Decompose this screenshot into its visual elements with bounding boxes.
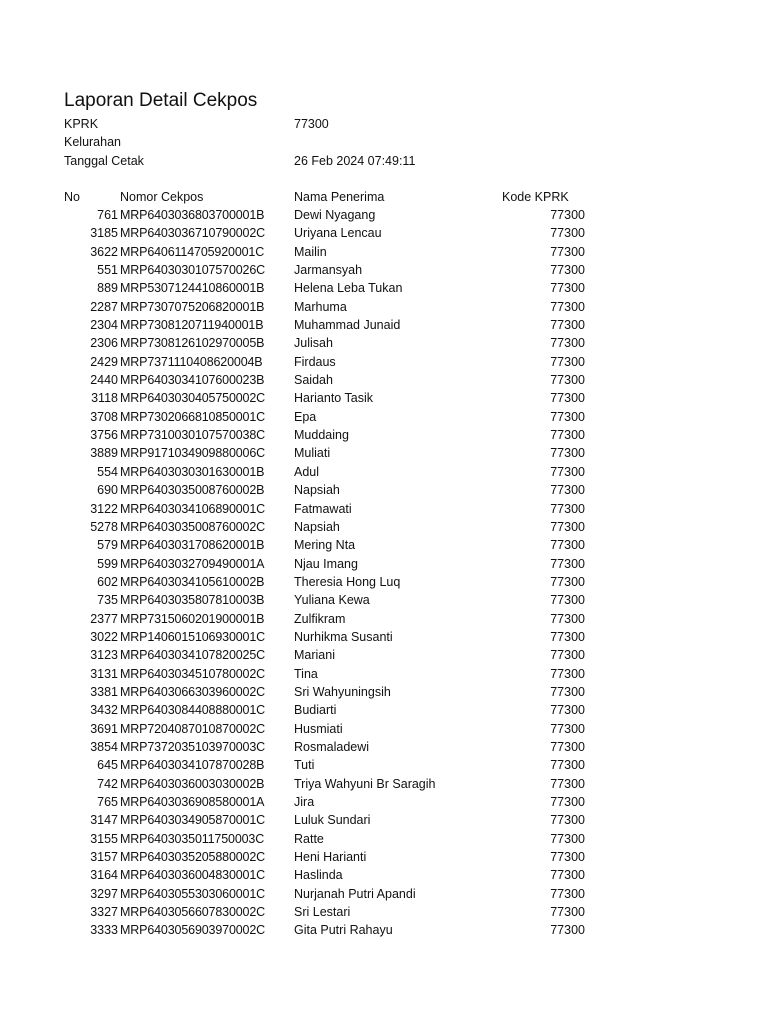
row-nomor-cekpos: MRP5307124410860001B bbox=[120, 281, 265, 296]
table-row bbox=[64, 573, 704, 591]
row-kode-kprk: 77300 bbox=[550, 629, 585, 644]
row-no: 551 bbox=[97, 263, 118, 278]
row-no: 2304 bbox=[90, 318, 118, 333]
row-kode-kprk: 77300 bbox=[550, 850, 585, 865]
table-row bbox=[64, 426, 704, 444]
row-kode-kprk: 77300 bbox=[550, 318, 585, 333]
row-kode-kprk: 77300 bbox=[550, 923, 585, 938]
row-no: 3708 bbox=[90, 409, 118, 424]
row-no: 554 bbox=[97, 464, 118, 479]
row-nomor-cekpos: MRP6403034107820025C bbox=[120, 648, 266, 663]
table-row bbox=[64, 591, 704, 609]
row-kode-kprk: 77300 bbox=[550, 739, 585, 754]
row-nomor-cekpos: MRP7308126102970005B bbox=[120, 336, 265, 351]
row-nama-penerima: Jira bbox=[294, 795, 315, 809]
row-kode-kprk: 77300 bbox=[550, 428, 585, 443]
row-nomor-cekpos: MRP7204087010870002C bbox=[120, 721, 266, 736]
row-kode-kprk: 77300 bbox=[550, 813, 585, 828]
row-nomor-cekpos: MRP9171034909880006C bbox=[120, 446, 266, 461]
row-nomor-cekpos: MRP6403084408880001C bbox=[120, 703, 266, 718]
row-kode-kprk: 77300 bbox=[550, 611, 585, 626]
row-nama-penerima: Theresia Hong Luq bbox=[294, 574, 401, 589]
row-nama-penerima: Rosmaladewi bbox=[294, 739, 370, 754]
row-kode-kprk: 77300 bbox=[550, 446, 585, 461]
tanggal-cetak-value: 26 Feb 2024 07:49:11 bbox=[294, 154, 416, 168]
row-kode-kprk: 77300 bbox=[550, 795, 585, 809]
row-nomor-cekpos: MRP6403030405750002C bbox=[120, 391, 266, 406]
row-nomor-cekpos: MRP6403035011750003C bbox=[120, 831, 265, 846]
table-row bbox=[64, 775, 704, 793]
row-nomor-cekpos: MRP7310030107570038C bbox=[120, 428, 266, 443]
table-row bbox=[64, 628, 704, 646]
row-nama-penerima: Mailin bbox=[294, 244, 327, 259]
row-no: 3122 bbox=[90, 501, 118, 516]
row-no: 3691 bbox=[90, 721, 118, 736]
table-row bbox=[64, 261, 704, 279]
row-nomor-cekpos: MRP6406114705920001C bbox=[120, 244, 265, 259]
row-kode-kprk: 77300 bbox=[550, 208, 585, 222]
header-nomor-cekpos: Nomor Cekpos bbox=[120, 190, 204, 204]
row-nomor-cekpos: MRP6403056903970002C bbox=[120, 923, 266, 938]
row-no: 3432 bbox=[90, 703, 118, 718]
table-row bbox=[64, 701, 704, 719]
row-nama-penerima: Muddaing bbox=[294, 428, 349, 443]
row-nama-penerima: Muliati bbox=[294, 446, 331, 461]
report-title: Laporan Detail Cekpos bbox=[64, 90, 258, 111]
row-nomor-cekpos: MRP6403036003030002B bbox=[120, 776, 265, 791]
table-header bbox=[64, 188, 704, 206]
row-kode-kprk: 77300 bbox=[550, 501, 585, 516]
row-nama-penerima: Tina bbox=[294, 666, 318, 681]
row-no: 2287 bbox=[90, 299, 118, 314]
row-nama-penerima: Luluk Sundari bbox=[294, 813, 371, 828]
row-kode-kprk: 77300 bbox=[550, 776, 585, 791]
row-nomor-cekpos: MRP6403032709490001A bbox=[120, 556, 265, 571]
row-nama-penerima: Uriyana Lencau bbox=[294, 226, 382, 241]
table-row bbox=[64, 206, 704, 224]
row-no: 3118 bbox=[91, 391, 118, 406]
row-no: 889 bbox=[97, 281, 118, 296]
row-no: 3155 bbox=[90, 831, 118, 846]
row-kode-kprk: 77300 bbox=[550, 538, 585, 553]
row-nama-penerima: Epa bbox=[294, 409, 317, 424]
row-kode-kprk: 77300 bbox=[550, 354, 585, 369]
row-nama-penerima: Harianto Tasik bbox=[294, 391, 373, 406]
row-nomor-cekpos: MRP6403036004830001C bbox=[120, 868, 266, 883]
row-nama-penerima: Tuti bbox=[294, 758, 315, 773]
row-nomor-cekpos: MRP6403030107570026C bbox=[120, 263, 266, 278]
kprk-value: 77300 bbox=[294, 117, 329, 131]
table-row bbox=[64, 610, 704, 628]
row-kode-kprk: 77300 bbox=[550, 391, 585, 406]
row-nama-penerima: Julisah bbox=[294, 336, 333, 351]
row-kode-kprk: 77300 bbox=[550, 905, 585, 920]
row-nomor-cekpos: MRP6403036803700001B bbox=[120, 208, 265, 222]
table-row bbox=[64, 371, 704, 389]
row-no: 3022 bbox=[90, 629, 118, 644]
table-row bbox=[64, 353, 704, 371]
kprk-row bbox=[64, 115, 704, 133]
row-no: 2306 bbox=[90, 336, 118, 351]
row-nomor-cekpos: MRP6403034905870001C bbox=[120, 813, 266, 828]
table-body bbox=[0, 206, 768, 940]
row-kode-kprk: 77300 bbox=[550, 556, 585, 571]
row-no: 3854 bbox=[90, 739, 118, 754]
row-no: 3131 bbox=[90, 666, 118, 681]
table-row bbox=[64, 408, 704, 426]
row-no: 3147 bbox=[90, 813, 118, 828]
row-nama-penerima: Zulfikram bbox=[294, 611, 346, 626]
row-nomor-cekpos: MRP6403035205880002C bbox=[120, 850, 266, 865]
row-no: 690 bbox=[97, 483, 118, 498]
table-row bbox=[64, 481, 704, 499]
row-no: 645 bbox=[97, 758, 118, 773]
row-nomor-cekpos: MRP6403034510780002C bbox=[120, 666, 266, 681]
row-kode-kprk: 77300 bbox=[550, 593, 585, 608]
row-kode-kprk: 77300 bbox=[550, 519, 585, 534]
row-nama-penerima: Njau Imang bbox=[294, 556, 358, 571]
row-kode-kprk: 77300 bbox=[550, 758, 585, 773]
row-nama-penerima: Muhammad Junaid bbox=[294, 318, 401, 333]
table-row bbox=[64, 921, 704, 939]
table-row bbox=[64, 316, 704, 334]
row-no: 579 bbox=[97, 538, 118, 553]
row-nomor-cekpos: MRP1406015106930001C bbox=[120, 629, 266, 644]
row-nama-penerima: Firdaus bbox=[294, 354, 336, 369]
row-no: 3327 bbox=[90, 905, 118, 920]
row-kode-kprk: 77300 bbox=[550, 868, 585, 883]
row-no: 5278 bbox=[90, 519, 118, 534]
row-kode-kprk: 77300 bbox=[550, 226, 585, 241]
table-row bbox=[64, 738, 704, 756]
table-row bbox=[64, 866, 704, 884]
row-no: 599 bbox=[97, 556, 118, 571]
row-no: 735 bbox=[97, 593, 118, 608]
row-kode-kprk: 77300 bbox=[550, 336, 585, 351]
table-row bbox=[64, 903, 704, 921]
table-row bbox=[64, 756, 704, 774]
row-no: 742 bbox=[97, 776, 118, 791]
row-no: 3333 bbox=[90, 923, 118, 938]
header-nama-penerima: Nama Penerima bbox=[294, 190, 385, 204]
row-no: 2440 bbox=[90, 373, 118, 388]
table-row bbox=[64, 683, 704, 701]
row-no: 602 bbox=[97, 574, 118, 589]
table-row bbox=[64, 885, 704, 903]
table-row bbox=[64, 720, 704, 738]
table-row bbox=[64, 830, 704, 848]
row-nama-penerima: Adul bbox=[294, 464, 320, 479]
table-row bbox=[64, 389, 704, 407]
table-row bbox=[64, 243, 704, 261]
row-nama-penerima: Sri Lestari bbox=[294, 905, 351, 920]
row-no: 2377 bbox=[90, 611, 118, 626]
row-nama-penerima: Gita Putri Rahayu bbox=[294, 923, 393, 938]
table-row bbox=[64, 536, 704, 554]
row-nama-penerima: Yuliana Kewa bbox=[294, 593, 370, 608]
row-nomor-cekpos: MRP6403034105610002B bbox=[120, 574, 265, 589]
row-nama-penerima: Mariani bbox=[294, 648, 335, 663]
row-kode-kprk: 77300 bbox=[550, 263, 585, 278]
row-nama-penerima: Nurhikma Susanti bbox=[294, 629, 393, 644]
row-nomor-cekpos: MRP6403035008760002C bbox=[120, 519, 266, 534]
row-no: 3756 bbox=[90, 428, 118, 443]
row-nama-penerima: Nurjanah Putri Apandi bbox=[294, 886, 416, 901]
row-kode-kprk: 77300 bbox=[550, 831, 585, 846]
row-kode-kprk: 77300 bbox=[550, 703, 585, 718]
table-row bbox=[64, 224, 704, 242]
table-row bbox=[64, 793, 704, 811]
row-kode-kprk: 77300 bbox=[550, 574, 585, 589]
row-kode-kprk: 77300 bbox=[550, 464, 585, 479]
row-kode-kprk: 77300 bbox=[550, 299, 585, 314]
row-kode-kprk: 77300 bbox=[550, 666, 585, 681]
row-nama-penerima: Marhuma bbox=[294, 299, 347, 314]
row-nomor-cekpos: MRP6403056607830002C bbox=[120, 905, 266, 920]
table-row bbox=[64, 665, 704, 683]
kelurahan-label: Kelurahan bbox=[64, 135, 121, 149]
header-kode-kprk: Kode KPRK bbox=[502, 190, 569, 204]
row-nama-penerima: Saidah bbox=[294, 373, 333, 388]
row-kode-kprk: 77300 bbox=[550, 721, 585, 736]
row-no: 761 bbox=[97, 208, 118, 222]
table-row bbox=[64, 463, 704, 481]
row-nomor-cekpos: MRP6403055303060001C bbox=[120, 886, 266, 901]
row-nama-penerima: Napsiah bbox=[294, 483, 340, 498]
table-row bbox=[64, 555, 704, 573]
row-nomor-cekpos: MRP6403036710790002C bbox=[120, 226, 266, 241]
row-no: 765 bbox=[97, 795, 118, 809]
table-row bbox=[64, 334, 704, 352]
row-nomor-cekpos: MRP6403035807810003B bbox=[120, 593, 265, 608]
header-no: No bbox=[64, 190, 80, 204]
row-nomor-cekpos: MRP7302066810850001C bbox=[120, 409, 266, 424]
row-no: 2429 bbox=[90, 354, 118, 369]
row-no: 3889 bbox=[90, 446, 118, 461]
row-kode-kprk: 77300 bbox=[550, 648, 585, 663]
table-row bbox=[64, 444, 704, 462]
row-kode-kprk: 77300 bbox=[550, 483, 585, 498]
table-row bbox=[64, 811, 704, 829]
row-kode-kprk: 77300 bbox=[550, 684, 585, 699]
kprk-label: KPRK bbox=[64, 117, 99, 131]
row-no: 3381 bbox=[90, 684, 118, 699]
row-nomor-cekpos: MRP7371110408620004B bbox=[120, 354, 263, 369]
row-kode-kprk: 77300 bbox=[550, 886, 585, 901]
row-nomor-cekpos: MRP6403030301630001B bbox=[120, 464, 265, 479]
row-nama-penerima: Jarmansyah bbox=[294, 263, 363, 278]
row-nomor-cekpos: MRP6403036908580001A bbox=[120, 795, 265, 809]
tanggal-cetak-row bbox=[64, 152, 704, 170]
row-no: 3297 bbox=[90, 886, 118, 901]
row-nomor-cekpos: MRP6403035008760002B bbox=[120, 483, 265, 498]
row-kode-kprk: 77300 bbox=[550, 409, 585, 424]
row-nomor-cekpos: MRP6403034107870028B bbox=[120, 758, 265, 773]
row-no: 3185 bbox=[90, 226, 118, 241]
row-nomor-cekpos: MRP6403034107600023B bbox=[120, 373, 265, 388]
row-nama-penerima: Mering Nta bbox=[294, 538, 356, 553]
row-no: 3622 bbox=[90, 244, 118, 259]
row-kode-kprk: 77300 bbox=[550, 373, 585, 388]
row-nomor-cekpos: MRP6403031708620001B bbox=[120, 538, 265, 553]
row-no: 3164 bbox=[90, 868, 118, 883]
table-row bbox=[64, 848, 704, 866]
kelurahan-row bbox=[64, 133, 704, 151]
row-nama-penerima: Sri Wahyuningsih bbox=[294, 684, 391, 699]
table-row bbox=[64, 500, 704, 518]
table-row bbox=[64, 646, 704, 664]
row-nomor-cekpos: MRP7315060201900001B bbox=[120, 611, 265, 626]
row-nama-penerima: Heni Harianti bbox=[294, 850, 367, 865]
row-nomor-cekpos: MRP7372035103970003C bbox=[120, 739, 266, 754]
row-nama-penerima: Triya Wahyuni Br Saragih bbox=[294, 776, 436, 791]
row-nomor-cekpos: MRP7307075206820001B bbox=[120, 299, 265, 314]
row-nama-penerima: Ratte bbox=[294, 831, 324, 846]
row-nama-penerima: Dewi Nyagang bbox=[294, 208, 376, 222]
row-nomor-cekpos: MRP6403034106890001C bbox=[120, 501, 266, 516]
tanggal-cetak-label: Tanggal Cetak bbox=[64, 154, 144, 168]
row-kode-kprk: 77300 bbox=[550, 281, 585, 296]
table-row bbox=[64, 279, 704, 297]
row-nomor-cekpos: MRP7308120711940001B bbox=[120, 318, 264, 333]
row-nama-penerima: Helena Leba Tukan bbox=[294, 281, 403, 296]
table-row bbox=[64, 518, 704, 536]
row-nama-penerima: Husmiati bbox=[294, 721, 343, 736]
row-nama-penerima: Fatmawati bbox=[294, 501, 352, 516]
row-nama-penerima: Haslinda bbox=[294, 868, 343, 883]
row-nama-penerima: Napsiah bbox=[294, 519, 340, 534]
table-row bbox=[64, 298, 704, 316]
row-kode-kprk: 77300 bbox=[550, 244, 585, 259]
row-no: 3123 bbox=[90, 648, 118, 663]
row-no: 3157 bbox=[90, 850, 118, 865]
row-nomor-cekpos: MRP6403066303960002C bbox=[120, 684, 266, 699]
row-nama-penerima: Budiarti bbox=[294, 703, 337, 718]
